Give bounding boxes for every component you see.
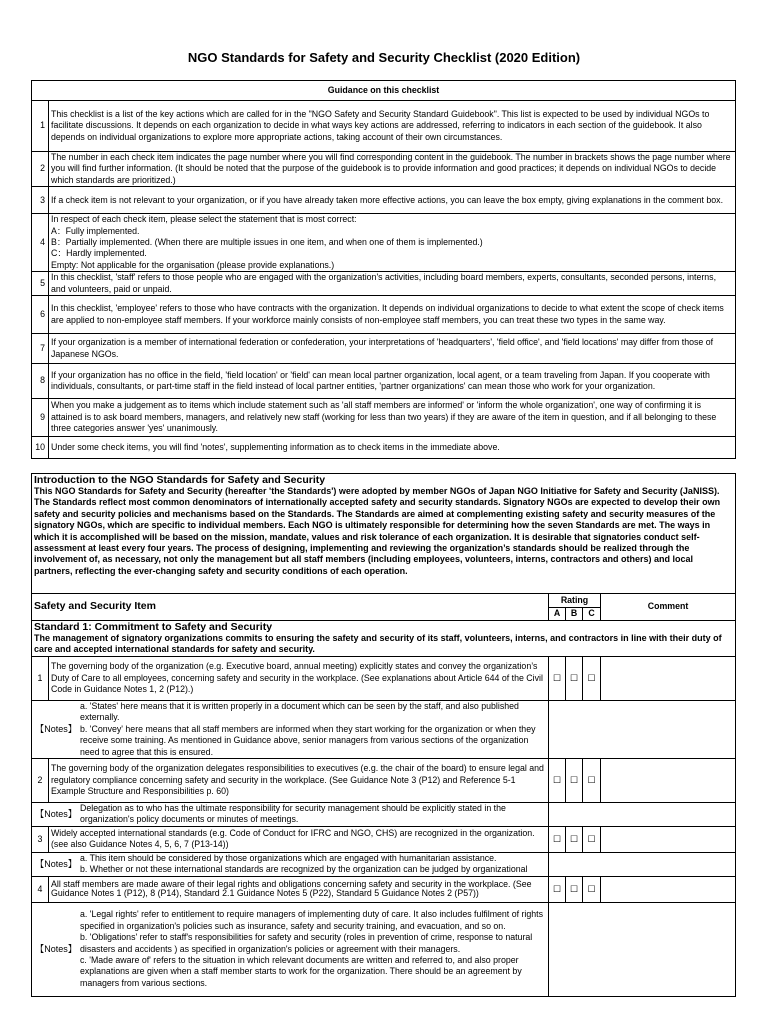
rating-b-checkbox[interactable]: ☐ [566, 657, 583, 701]
guidance-text: In respect of each check item, please select the statement that is most correct: A：Fully implemented. B：Partially implemented. (When there are multiple issues in one item, and when one of them is implemented.) C：Hardly implemented. Empty: Not applicable for the organisation (please provide explanations.) [49, 214, 736, 272]
guidance-text: The number in each check item indicates the page number where you will find corresponding content in the guidebook. The number in brackets shows the page number where you will find further information. (It should be noted that the purpose of the guidebook is to provide information and good practices; it depends on individual NGOs to decide which standards are prioritized.) [49, 152, 736, 187]
intro-text: This NGO Standards for Safety and Security (hereafter 'the Standards') were adopted by member NGOs of Japan NGO Initiative for Safety and Security (JaNISS). The Standards reflect most common denominators of internationally accepted safety and security standards. Signatory NGOs are expected to develop their own safety and security policies and mechanisms based on the Standards. The Standards are aimed at complementing existing safety and security measures of the signatory NGOs, which are specific to individual members. Each NGO is ultimately responsible for determining how the seven Standards are met. The ways in which it is accomplished will be based on the mission, mandate, values and risk tolerance of each organization. It is desirable that signatories conduct self-assessment at least every four years. The process of designing, implementing and reviewing the organization’s standards should be realized through the involvement of, as necessary, not only the management but all staff members (including employees, volunteers, interns, contractors and others) and local partners, reflecting the ever-changing safety and security conditions of each operation. [34, 486, 721, 576]
notes-label: 【Notes】 [35, 858, 77, 869]
notes-label: 【Notes】 [35, 808, 77, 819]
guidance-num: 7 [32, 334, 49, 364]
notes-text: a. This item should be considered by those organizations which are engaged with humanitarian assistance. b. Whether or not these international standards are recognized by the organization can be judged by organizational [80, 852, 528, 875]
rating-a-checkbox[interactable]: ☐ [549, 826, 566, 852]
guidance-text: If a check item is not relevant to your organization, or if you have already taken more effective actions, you can leave the box empty, giving explanations in the comment box. [49, 187, 736, 214]
rating-c-checkbox[interactable]: ☐ [583, 826, 601, 852]
guidance-num: 3 [32, 187, 49, 214]
notes-text: a. 'States' here means that it is written properly in a document which can be seen by the staff, and also published externally. b. 'Convey' here means that all staff members are informed when they start working for the organization or when they receive some training. As mentioned in Guidance above, senior managers from various sections of the organization need to agree that this is ensured. [80, 701, 536, 757]
notes-blank [549, 701, 736, 759]
rating-c-checkbox[interactable]: ☐ [583, 657, 601, 701]
guidance-text: In this checklist, 'staff' refers to those people who are engaged with the organization's activities, including board members, experts, consultants, seconded persons, interns, and volunteers, paid or unpaid. [49, 272, 736, 296]
standard-1-heading: Standard 1: Commitment to Safety and Security [34, 621, 273, 633]
notes-label: 【Notes】 [35, 723, 77, 734]
header-rating-a: A [549, 608, 566, 621]
guidance-heading: Guidance on this checklist [32, 81, 736, 101]
notes-blank [549, 902, 736, 996]
item-number: 4 [32, 876, 49, 902]
guidance-text: In this checklist, 'employee' refers to those who have contracts with the organization. It depends on individual organizations to decide to what extent the scope of check items are applied to non-employee staff members. If your workforce mainly consists of non-employee staff members, you can treat these two types in the same way. [49, 296, 736, 334]
item-text: The governing body of the organization delegates responsibilities to executives (e.g. the chair of the board) to ensure legal and regulatory compliance concerning safety and security in the workplace. (See Guidance Note 3 (P12) and Reference 5-1 Example Structure and Responsibilities p. 60) [49, 759, 549, 803]
guidance-num: 1 [32, 101, 49, 152]
checklist-table [31, 473, 736, 997]
header-rating-b: B [566, 608, 583, 621]
rating-a-checkbox[interactable]: ☐ [549, 657, 566, 701]
notes-blank [549, 803, 736, 827]
notes-row [32, 902, 549, 996]
item-text: The governing body of the organization (e.g. Executive board, annual meeting) explicitly states and convey the organization’s Duty of Care to all employees, concerning safety and security in the workplace. (See explanations about Article 644 of the Civil Code in Guidance Notes 1, 2 (P12).) [49, 657, 549, 701]
header-rating: Rating [549, 594, 601, 608]
guidance-num: 8 [32, 364, 49, 399]
notes-label: 【Notes】 [35, 943, 77, 954]
guidance-num: 2 [32, 152, 49, 187]
intro-heading: Introduction to the NGO Standards for Safety and Security [34, 474, 326, 486]
guidance-text: This checklist is a list of the key actions which are called for in the "NGO Safety and Security Standard Guidebook". This list is expected to be used by individual NGOs to facilitate discussions. It depends on each organization to decide in what ways key actions are addressed, referring to indicators in each section of the guidebook. It also depends on individual organizations to explore more appropriate actions, taking account of their own circumstances. [49, 101, 736, 152]
notes-row [32, 803, 549, 827]
page-title: NGO Standards for Safety and Security Checklist (2020 Edition) [187, 50, 581, 65]
guidance-text: When you make a judgement as to items which include statement such as 'all staff members are informed' or 'inform the whole organization', one way of confirming it is attained is to ask board members, managers, and relatively new staff (working for less than two years) if they are aware of the item in question, and if all belonging to these three categories answer 'yes' unanimously. [49, 399, 736, 437]
notes-row [32, 701, 549, 759]
item-number: 3 [32, 826, 49, 852]
comment-field[interactable] [601, 657, 736, 701]
item-number: 2 [32, 759, 49, 803]
rating-c-checkbox[interactable]: ☐ [583, 876, 601, 902]
header-item: Safety and Security Item [32, 594, 549, 621]
rating-b-checkbox[interactable]: ☐ [566, 826, 583, 852]
notes-row [32, 852, 549, 876]
standard-1-section [32, 621, 736, 657]
item-text: All staff members are made aware of their legal rights and obligations concerning safety and security in the workplace. (See Guidance Notes 1 (P12), 8 (P14), Standard 2.1 Guidance Notes 5 (P22), Standard 5 Guidance Notes 2 (P57)) [49, 876, 549, 902]
rating-b-checkbox[interactable]: ☐ [566, 759, 583, 803]
guidance-num: 10 [32, 437, 49, 459]
comment-field[interactable] [601, 759, 736, 803]
guidance-num: 6 [32, 296, 49, 334]
comment-field[interactable] [601, 876, 736, 902]
standard-1-text: The management of signatory organizations commits to ensuring the safety and security of its staff, volunteers, interns, and contractors in line with their duty of care and accepted international standards for safety and security. [34, 633, 722, 655]
item-text: Widely accepted international standards (e.g. Code of Conduct for IFRC and NGO, CHS) are recognized in the organization. (see also Guidance Notes 4, 5, 6, 7 (P13-14)) [49, 826, 549, 852]
item-number: 1 [32, 657, 49, 701]
header-comment: Comment [601, 594, 736, 621]
guidance-table [31, 80, 736, 459]
header-rating-c: C [583, 608, 601, 621]
rating-a-checkbox[interactable]: ☐ [549, 759, 566, 803]
comment-field[interactable] [601, 826, 736, 852]
notes-text: a. 'Legal rights' refer to entitlement to require managers of implementing duty of care. It also includes fulfilment of rights specified in organization's policies such as insurance, safety and security training, and evacuation, and so on. b. 'Obligations' refer to staff's responsibilities for safety and security (roles in prevention of crime, response to natural disasters and accidents ) as specified in organization's policies or agreement with their managers. c. 'Made aware of' refers to the situation in which relevant documents are written and referred to, and also proper explanations are given when a staff member starts to work for the organization. There should be an agreement by managers from various sections. [80, 909, 543, 988]
guidance-text: If your organization is a member of international federation or confederation, your interpretations of 'headquarters', 'field office', and 'field locations' may differ from those of Japanese NGOs. [49, 334, 736, 364]
rating-a-checkbox[interactable]: ☐ [549, 876, 566, 902]
guidance-num: 5 [32, 272, 49, 296]
guidance-num: 4 [32, 214, 49, 272]
notes-text: Delegation as to who has the ultimate responsibility for security management should be explicitly stated in the organization's policy documents or minutes of meetings. [80, 803, 506, 825]
notes-blank [549, 852, 736, 876]
intro-section [32, 474, 736, 594]
rating-b-checkbox[interactable]: ☐ [566, 876, 583, 902]
guidance-text: Under some check items, you will find 'notes', supplementing information as to check items in the immediate above. [49, 437, 736, 459]
rating-c-checkbox[interactable]: ☐ [583, 759, 601, 803]
guidance-text: If your organization has no office in the field, 'field location' or 'field' can mean local partner organization, local agent, or a team traveling from Japan. If you cooperate with individuals, consultants, or part-time staff in the field instead of local partner entities, 'partner organizations' can mean those who work for your organization. [49, 364, 736, 399]
guidance-num: 9 [32, 399, 49, 437]
